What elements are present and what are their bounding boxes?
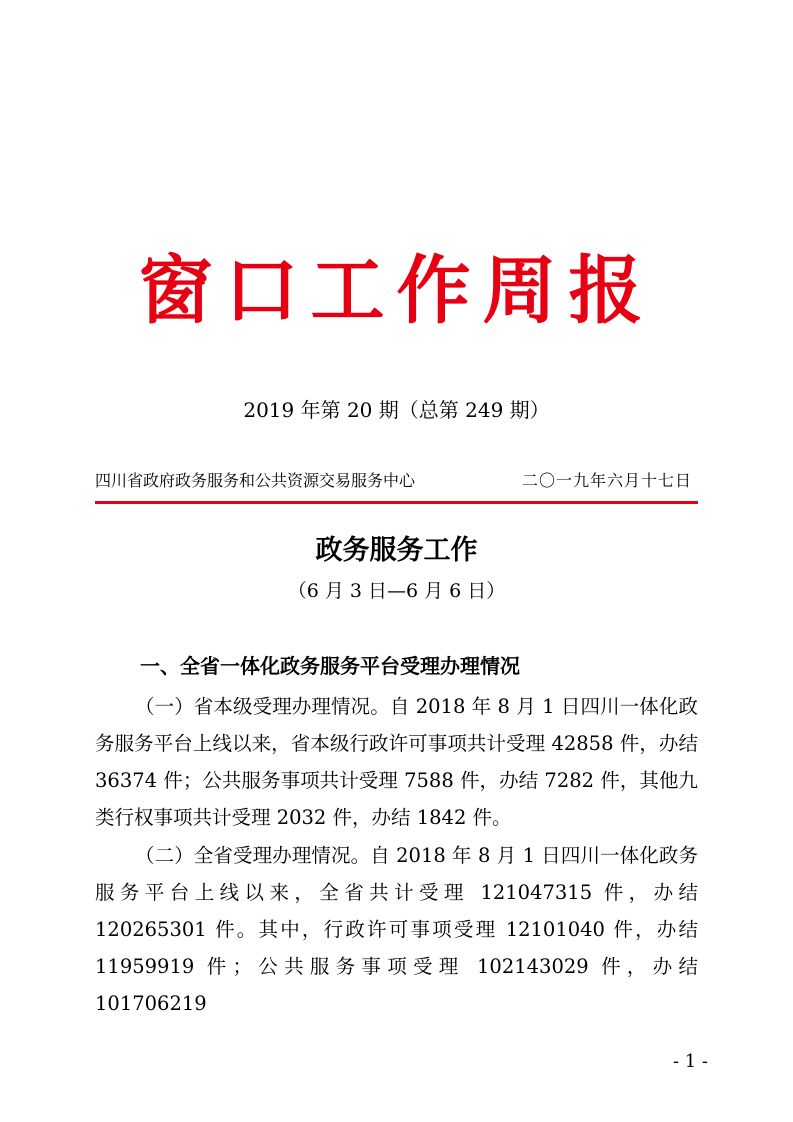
page-number: - 1 -: [672, 1051, 708, 1072]
red-divider-line: [95, 501, 698, 504]
paragraph-provincial-level: （一）省本级受理办理情况。自 2018 年 8 月 1 日四川一体化政务服务平台上线以来，省本级行政许可事项共计受理 42858 件，办结 36374 件；公共服务事项共计受理 7588 件，办结 7282 件，其他九类行权事项共计受理 2032 件，办结 1842 件。: [95, 695, 698, 829]
issue-number: 2019 年第 20 期（总第 249 期）: [243, 398, 550, 422]
organization-name: 四川省政府政务服务和公共资源交易服务中心: [95, 471, 416, 490]
section-period: （6 月 3 日—6 月 6 日）: [287, 580, 506, 602]
paragraph-province-wide: （二）全省受理办理情况。自 2018 年 8 月 1 日四川一体化政务服务平台上线以来，全省共计受理 121047315 件，办结 120265301 件。其中，行政许可事项受理 12101040 件，办结 11959919 件；公共服务事项受理 102143029 件，办结 101706219: [95, 844, 698, 1015]
masthead-title: 窗口工作周报: [138, 248, 655, 334]
publish-date: 二〇一九年六月十七日: [521, 471, 692, 490]
heading-1: 一、全省一体化政务服务平台受理办理情况: [140, 654, 520, 678]
section-title: 政务服务工作: [315, 535, 478, 566]
